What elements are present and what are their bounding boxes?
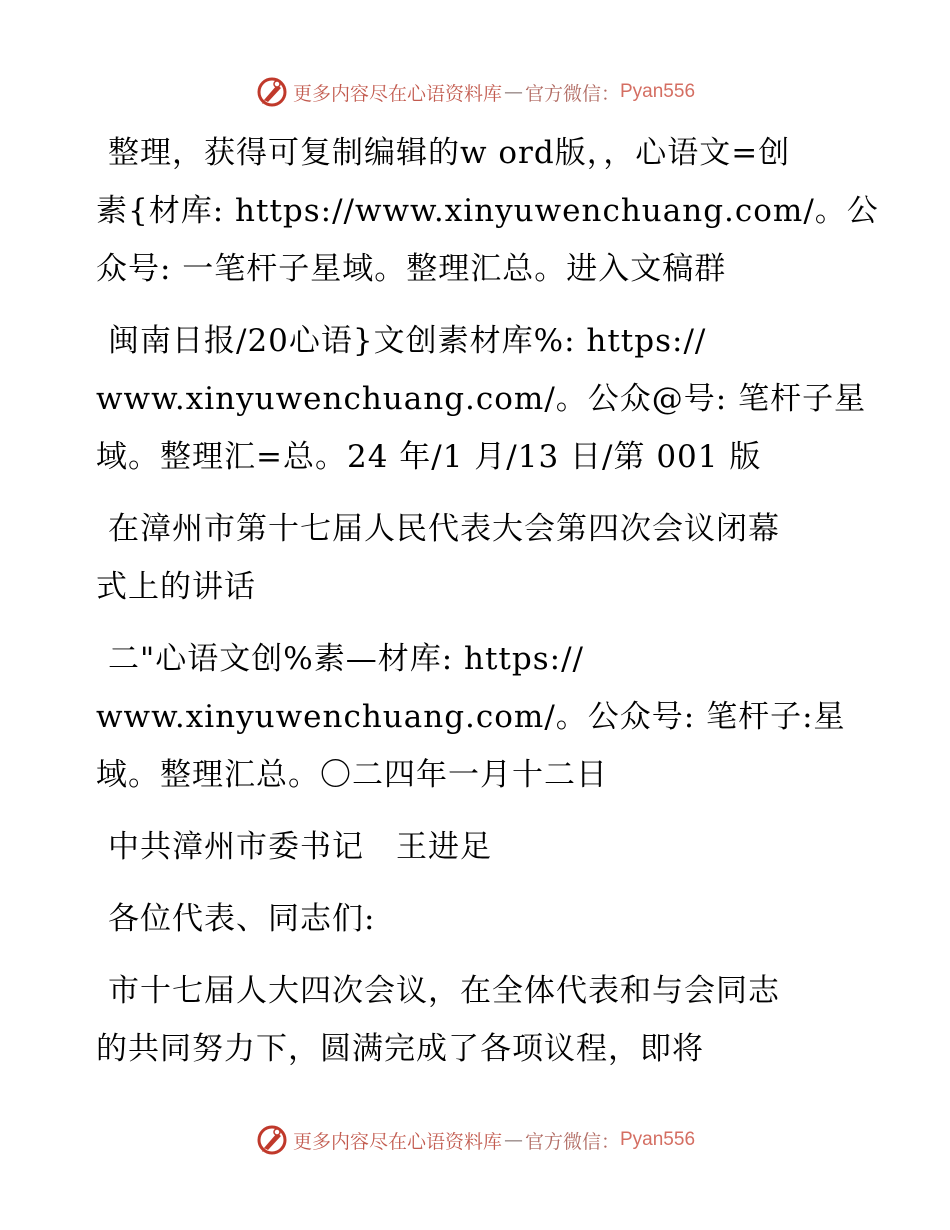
- document-body: [96, 124, 879, 1078]
- header-banner: [0, 72, 950, 112]
- para3-line2: www.xinyuwenchuang.com/。公众号: 笔杆子:星: [96, 699, 846, 735]
- banner-separator: —: [503, 81, 523, 103]
- salutation: 各位代表、同志们:: [108, 901, 376, 937]
- pen-logo-icon: [255, 1123, 289, 1157]
- footer-banner: [0, 1120, 950, 1160]
- banner-wechat-label: 官方微信：: [524, 1130, 620, 1153]
- para2-line2: www.xinyuwenchuang.com/。公众@号: 笔杆子星: [96, 381, 867, 417]
- para2-line3: 域。整理汇=总。24 年/1 月/13 日/第 001 版: [96, 439, 762, 475]
- speech-title-line2: 式上的讲话: [96, 569, 256, 605]
- speech-title-line1: 在漳州市第十七届人民代表大会第四次会议闭幕: [108, 511, 780, 547]
- para1-line3: 众号: 一笔杆子星域。整理汇总。进入文稿群: [96, 251, 727, 287]
- banner-brand-text: 更多内容尽在心语资料库: [292, 1130, 502, 1153]
- para1-line1: 整理，获得可复制编辑的w ord版，，心语文=创: [108, 135, 791, 171]
- banner-separator: —: [503, 1129, 523, 1151]
- banner-wechat-label: 官方微信：: [524, 82, 620, 105]
- para2-line1: 闽南日报/20心语}文创素材库%: https://: [108, 323, 707, 359]
- para4-line2: 的共同努力下，圆满完成了各项议程，即将: [96, 1031, 704, 1067]
- banner-wechat-id: Pyan556: [620, 1129, 696, 1150]
- pen-logo-icon: [255, 75, 289, 109]
- para1-line2: 素{材库: https://www.xinyuwenchuang.com/。公: [96, 193, 879, 229]
- speech-author: 中共漳州市委书记 王进足: [108, 829, 492, 865]
- para4-line1: 市十七届人大四次会议，在全体代表和与会同志: [108, 973, 780, 1009]
- para3-line3: 域。整理汇总。〇二四年一月十二日: [96, 757, 608, 793]
- banner-wechat-id: Pyan556: [620, 81, 696, 102]
- banner-brand-text: 更多内容尽在心语资料库: [292, 82, 502, 105]
- para3-line1: 二"心语文创%素—材库: https://: [108, 641, 584, 677]
